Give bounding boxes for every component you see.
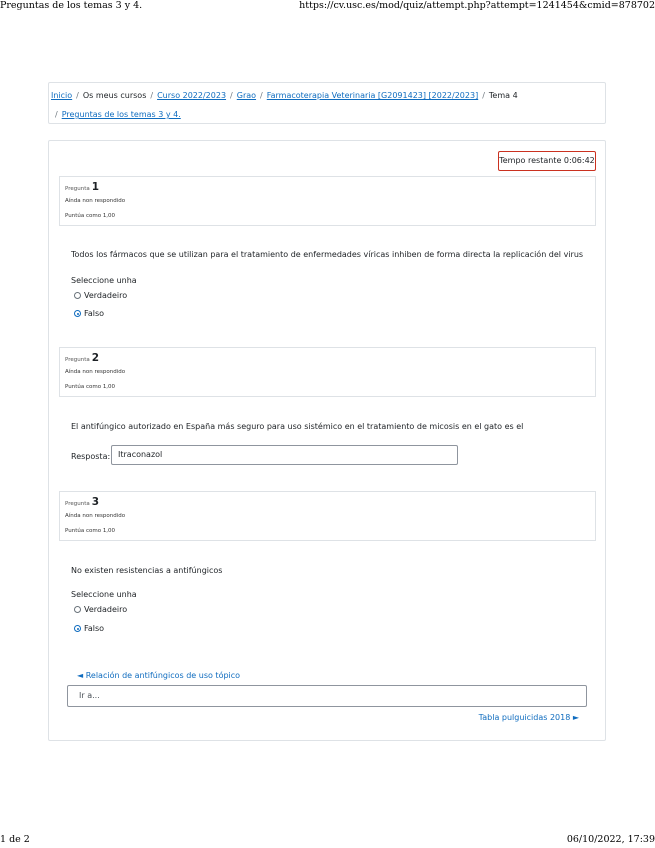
answer-input[interactable]: Itraconazol	[111, 445, 458, 465]
question-state: Aínda non respondido	[65, 513, 126, 519]
question-mark: Puntúa como 1,00	[65, 384, 116, 390]
breadcrumb-item-tema: Tema 4	[488, 91, 518, 100]
option-verdadeiro-3[interactable]	[74, 605, 127, 616]
question-state: Aínda non respondido	[65, 198, 126, 204]
radio-button-checked[interactable]	[74, 310, 81, 317]
quiz-card	[48, 140, 606, 741]
question-state: Aínda non respondido	[65, 369, 126, 375]
radio-button-checked[interactable]	[74, 625, 81, 632]
question-number: 2	[91, 352, 100, 364]
question-label: Pregunta	[65, 501, 90, 507]
breadcrumb-item-course[interactable]: Farmacoterapia Veterinaria [G2091423] [2022/2023]	[266, 91, 479, 100]
option-falso-3[interactable]	[74, 624, 104, 635]
breadcrumb-item-inicio[interactable]: Inicio	[51, 91, 73, 100]
question-mark: Puntúa como 1,00	[65, 213, 116, 219]
option-label: Verdadeiro	[84, 291, 128, 300]
question-label: Pregunta	[65, 186, 90, 192]
breadcrumb-separator: /	[260, 91, 263, 100]
radio-button[interactable]	[74, 606, 81, 613]
breadcrumb-separator: /	[55, 110, 58, 119]
option-falso-1[interactable]	[74, 309, 104, 320]
breadcrumb-item-grao[interactable]: Grao	[236, 91, 257, 100]
breadcrumb-separator: /	[150, 91, 154, 100]
question-info-1	[59, 176, 596, 226]
jump-to-select[interactable]: Ir a...	[67, 685, 587, 707]
time-remaining: Tempo restante 0:06:42	[498, 151, 596, 171]
question-label: Pregunta	[65, 357, 90, 363]
print-datetime: 06/10/2022, 17:39	[566, 834, 655, 845]
breadcrumb-separator: /	[482, 91, 485, 100]
breadcrumb-separator: /	[76, 91, 79, 100]
question-text-3: No existen resistencias a antifúngicos	[71, 566, 223, 575]
select-prompt: Seleccione unha	[71, 276, 137, 285]
question-text-2: El antifúngico autorizado en España más seguro para uso sistémico en el tratamiento de micosis en el gato es el	[71, 422, 524, 431]
print-url: https://cv.usc.es/mod/quiz/attempt.php?attempt=1241454&cmid=878702	[299, 0, 655, 11]
breadcrumb-item-curso[interactable]: Curso 2022/2023	[157, 91, 227, 100]
option-label: Falso	[84, 309, 105, 318]
breadcrumb-item-quiz[interactable]: Preguntas de los temas 3 y 4.	[61, 110, 181, 119]
print-title: Preguntas de los temas 3 y 4.	[0, 0, 143, 11]
breadcrumb-item-os-meus-cursos: Os meus cursos	[82, 91, 147, 100]
next-activity-link[interactable]: Tabla pulguicidas 2018 ►	[478, 713, 579, 722]
option-label: Verdadeiro	[84, 605, 128, 614]
answer-label: Resposta:	[71, 452, 111, 461]
option-verdadeiro-1[interactable]	[74, 291, 127, 302]
question-text-1: Todos los fármacos que se utilizan para el tratamiento de enfermedades víricas inhiben de forma directa la replicación del virus	[71, 250, 584, 259]
page-number: 1 de 2	[0, 834, 30, 845]
question-number: 1	[91, 181, 100, 193]
breadcrumb-separator: /	[230, 91, 233, 100]
question-mark: Puntúa como 1,00	[65, 528, 116, 534]
option-label: Falso	[84, 624, 105, 633]
breadcrumb	[48, 82, 606, 124]
radio-button[interactable]	[74, 292, 81, 299]
question-info-2	[59, 347, 596, 397]
select-prompt: Seleccione unha	[71, 590, 137, 599]
prev-activity-link[interactable]: ◄ Relación de antifúngicos de uso tópico	[77, 671, 241, 680]
question-number: 3	[91, 496, 100, 508]
question-info-3	[59, 491, 596, 541]
